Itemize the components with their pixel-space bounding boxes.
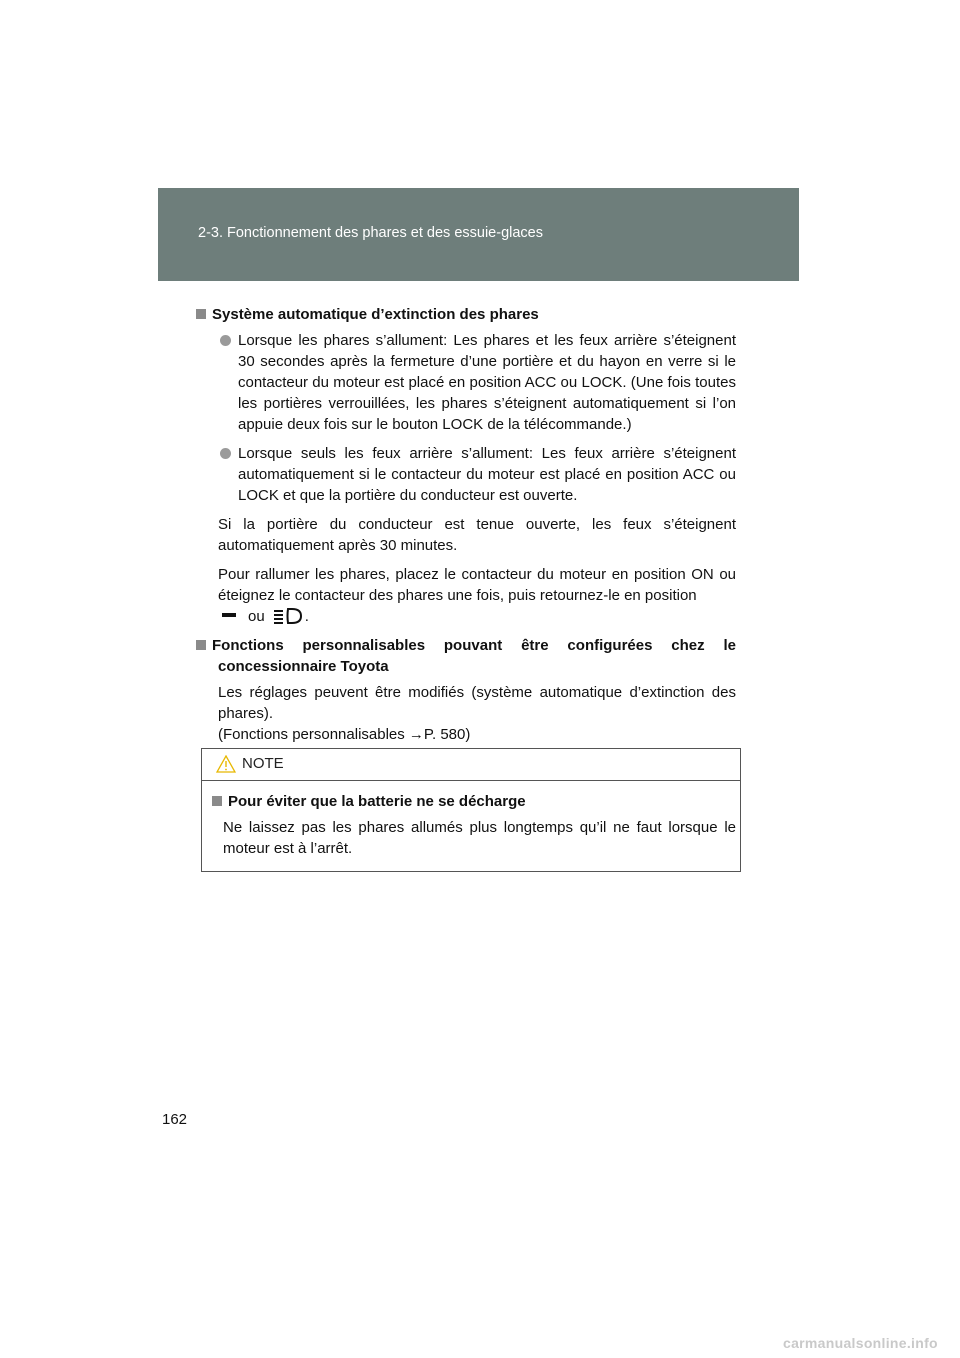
paragraph: Pour rallumer les phares, placez le contacteur du moteur en position ON ou éteignez le contacteur des phares une fois, puis retournez-le en position ou .	[218, 566, 736, 625]
note-heading: Pour éviter que la batterie ne se décharge	[212, 791, 736, 812]
bullet-item: Lorsque les phares s’allument: Les phares et les feux arrière s’éteignent 30 secondes après la fermeture d’une portière et du hayon en verre si le contacteur du moteur est placé en position ACC ou LOCK. (Une fois toutes les portières verrouillées, les phares s’éteignent automatiquement si l’on appuie deux fois sur le bouton LOCK de la télécommande.)	[196, 330, 736, 435]
watermark: carmanualsonline.info	[783, 1335, 938, 1351]
paragraph: (Fonctions personnalisables →P. 580)	[218, 726, 471, 743]
section-header-band	[158, 188, 799, 281]
square-bullet-icon	[212, 796, 222, 806]
section-title: 2-3. Fonctionnement des phares et des essuie-glaces	[198, 225, 543, 241]
square-bullet-icon	[196, 309, 206, 319]
warning-triangle-icon	[216, 755, 236, 773]
note-body	[212, 791, 736, 859]
tail-light-icon	[222, 613, 236, 617]
page-number: 162	[162, 1111, 188, 1128]
section-heading: Fonctions personnalisables pouvant être configurées chez le concessionnaire Toyota	[196, 635, 736, 677]
round-bullet-icon	[220, 335, 231, 346]
note-header	[202, 749, 740, 781]
note-text: Ne laissez pas les phares allumés plus longtemps qu’il ne faut lorsque le moteur est à l’arrêt.	[223, 819, 736, 857]
headlight-icon	[273, 607, 303, 625]
note-title: NOTE	[242, 755, 284, 772]
note-box	[201, 748, 741, 872]
section-heading: Système automatique d’extinction des phares	[196, 304, 736, 325]
round-bullet-icon	[220, 448, 231, 459]
square-bullet-icon	[196, 640, 206, 650]
bullet-item: Lorsque seuls les feux arrière s’allument: Les feux arrière s’éteignent automatiquement si le contacteur du moteur est placé en position ACC ou LOCK et que la portière du conducteur est ouverte.	[196, 443, 736, 506]
paragraph: Les réglages peuvent être modifiés (système automatique d’extinction des phares).	[218, 684, 736, 722]
paragraph: Si la portière du conducteur est tenue ouverte, les feux s’éteignent automatiquement après 30 minutes.	[218, 516, 736, 554]
main-content	[196, 304, 736, 753]
